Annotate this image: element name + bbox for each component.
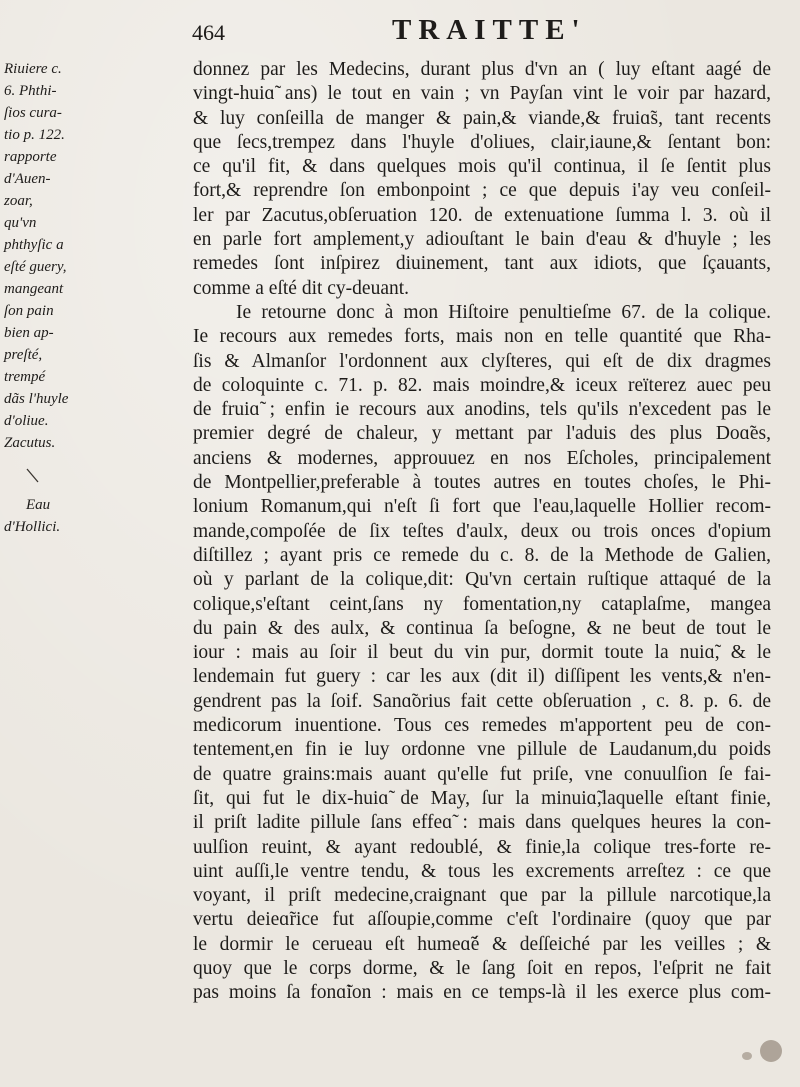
body-text xyxy=(193,58,771,1006)
page-header xyxy=(192,14,760,50)
text-line: lendemain fut guery : car les aux (dit il) diſſipent les vents,& n'en- xyxy=(193,666,771,688)
margin-note-line: ſon pain xyxy=(4,303,54,319)
margin-note-line: d'Hollici. xyxy=(4,519,61,535)
text-line: quoy que le corps dorme, & le ſang ſoit en repos, l'eſprit ne fait xyxy=(193,957,771,979)
text-line: premier degré de chaleur, y mettant par l'aduis des plus Doɑ̃es, xyxy=(193,423,771,445)
margin-note-line: eſté guery, xyxy=(4,259,67,275)
text-line: de fruiɑ̃ ; enfin ie recours aux anodins, tels qu'ils n'excedent pas le xyxy=(193,399,771,421)
margin-note-line: d'Auen- xyxy=(4,171,51,187)
text-line: ſis & Almanſor l'ordonnent aux clyſteres, qui eſt de dix dragmes xyxy=(193,350,771,372)
text-line: en parle fort amplement,y adiouſtant le bain d'eau & d'huyle ; les xyxy=(193,229,771,251)
margin-note-line: rapporte xyxy=(4,149,57,165)
margin-note-line: dãs l'huyle xyxy=(4,391,69,407)
text-line: tentement,en fin ie luy ordonne vne pillule de Laudanum,du poids xyxy=(193,739,771,761)
page-number: 464 xyxy=(192,20,225,45)
text-line: fort,& reprendre ſon embonpoint ; ce que depuis i'ay veu conſeil- xyxy=(193,180,771,202)
text-line: ce qu'il fit, & dans quelques mois qu'il continua, il ſe ſentit plus xyxy=(193,156,771,178)
margin-note-line: Riuiere c. xyxy=(4,61,62,77)
margin-note-line: ſios cura- xyxy=(4,105,62,121)
pen-stroke-mark xyxy=(26,468,40,484)
text-line: de coloquinte c. 71. p. 82. mais moindre,& iceux reïterez auec peu xyxy=(193,374,771,396)
text-line: & luy conſeilla de manger & pain,& viande,& fruiɑ̃s, tant recents xyxy=(193,107,771,129)
paper-stain xyxy=(742,1052,752,1060)
margin-note-line: bien ap- xyxy=(4,325,54,341)
text-line: uulſion reuint, & ayant redoublé, & finie,la colique tres-forte re- xyxy=(193,836,771,858)
margin-note-eau xyxy=(4,494,96,538)
margin-note-line: mangeant xyxy=(4,281,64,297)
text-line: lonium Romanum,qui n'eſt ſi fort que l'eau,laquelle Hollier recom- xyxy=(193,496,771,518)
text-line: diſtillez ; ayant pris ce remede du c. 8. de la Methode de Galien, xyxy=(193,544,771,566)
text-line: anciens & modernes, approuuez en nos Eſcholes, principalement xyxy=(193,447,771,469)
text-line: Ie retourne donc à mon Hiſtoire penultieſme 67. de la colique. xyxy=(236,301,771,323)
text-line: de quatre grains:mais auant qu'elle fut priſe, vne conuulſion ſe fai- xyxy=(193,763,771,785)
text-line: ler par Zacutus,obſeruation 120. de extenuatione ſumma l. 3. où il xyxy=(193,204,771,226)
text-line: du pain & des aulx, & continua ſa beſogne, & ne beut de tout le xyxy=(193,617,771,639)
margin-note-line: qu'vn xyxy=(4,215,37,231)
running-title: TRAITTE' xyxy=(392,14,587,46)
text-line: de Montpellier,preferable à toutes autres en toutes choſes, le Phi- xyxy=(193,472,771,494)
text-line: pas moins ſa fonɑ̃ion : mais en ce temps-là il les exerce plus com- xyxy=(193,982,771,1004)
text-line: voyant, il priſt medecine,craignant que par la pillule narcotique,la xyxy=(193,885,771,907)
text-line: que ſecs,trempez dans l'huyle d'oliues, clair,iaune,& ſentant bon: xyxy=(193,131,771,153)
text-line: remedes ſont inſpirez diuinement, tant aux idiots, que ſçauants, xyxy=(193,253,771,275)
text-line: gendrent pas la ſoif. Sanɑ̃orius fait cette obſeruation , c. 8. p. 6. de xyxy=(193,690,771,712)
text-line: où y parlant de la colique,dit: Qu'vn certain ruſtique attaqué de la xyxy=(193,569,771,591)
margin-note-line: Zacutus. xyxy=(4,435,56,451)
text-line: vingt-huiɑ̃ ans) le tout en vain ; vn Payſan vint le voir par hazard, xyxy=(193,83,771,105)
text-line: vertu deieɑ̃rice fut aſſoupie,comme c'eſt l'ordinaire (quoy que par xyxy=(193,909,771,931)
margin-note-line: trempé xyxy=(4,369,46,385)
margin-note-line: tio p. 122. xyxy=(4,127,65,143)
text-line: colique,s'eſtant ceint,ſans ny fomentation,ny cataplaſme, mangea xyxy=(193,593,771,615)
text-line: iour : mais au ſoir il beut du vin pur, dormit toute la nuiɑ̃, & le xyxy=(193,642,771,664)
text-line: donnez par les Medecins, durant plus d'vn an ( luy eſtant aagé de xyxy=(193,59,771,80)
text-line: le dormir le cerueau eſt humeɑ̃é & deſſeiché par les veilles ; & xyxy=(193,933,771,955)
text-line: uint auſſi,le ventre tendu, & tous les excrements arreſtez : ce que xyxy=(193,860,771,882)
margin-note-line: 6. Phthi- xyxy=(4,83,57,99)
margin-note-riviere xyxy=(4,58,96,454)
margin-note-line: zoar, xyxy=(4,193,33,209)
margin-note-line: phthyſic a xyxy=(4,237,64,253)
text-line: il priſt ladite pillule ſans effeɑ̃ : mais dans quelques heures la con- xyxy=(193,812,771,834)
text-line: ſit, qui fut le dix-huiɑ̃ de May, ſur la minuiɑ̃,laquelle eſtant finie, xyxy=(193,787,771,809)
text-line: Ie recours aux remedes forts, mais non en telle quantité que Rha- xyxy=(193,326,771,348)
text-line: comme a eſté dit cy-deuant. xyxy=(193,277,410,299)
text-line: medicorum inuentione. Tous ces remedes m'apportent peu de con- xyxy=(193,715,771,737)
margin-note-line: preſté, xyxy=(4,347,43,363)
margin-note-line: d'oliue. xyxy=(4,413,49,429)
text-line: mande,compoſée de ſix teſtes d'aulx, deux ou trois onces d'opium xyxy=(193,520,771,542)
paper-stain xyxy=(760,1040,782,1062)
margin-note-line: Eau xyxy=(26,497,51,513)
